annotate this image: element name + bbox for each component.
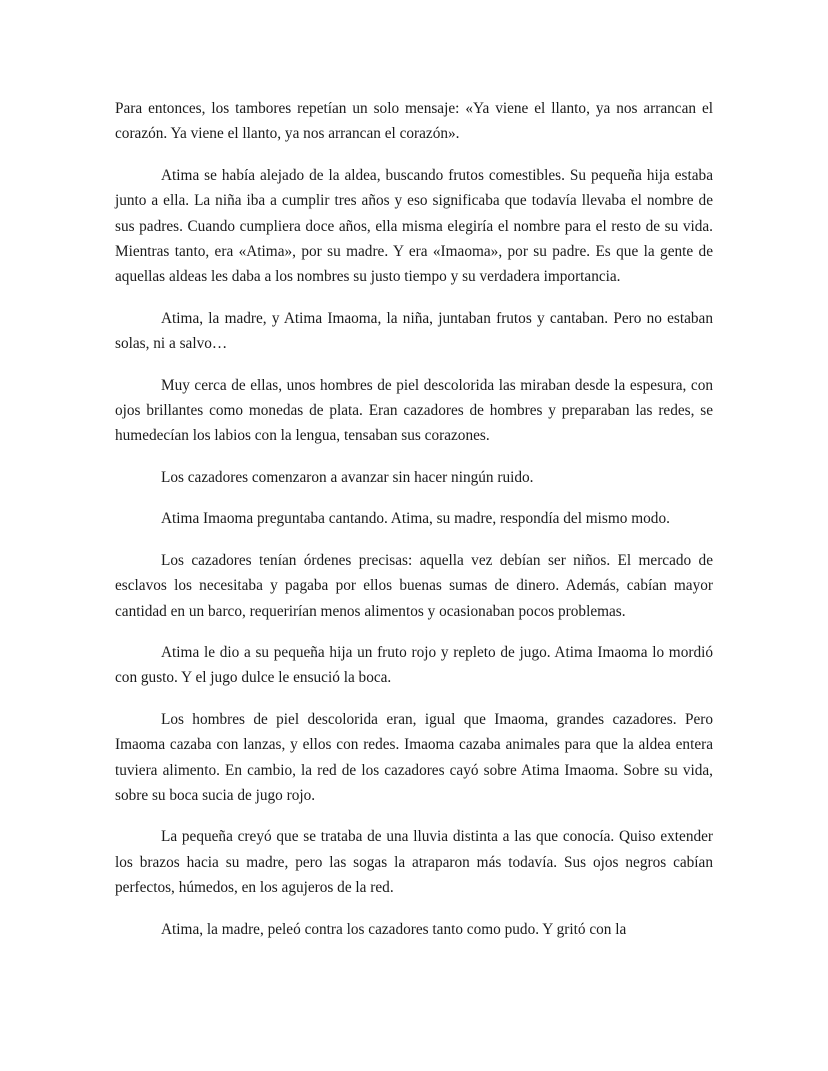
paragraph: Atima, la madre, peleó contra los cazadores tanto como pudo. Y gritó con la <box>161 920 627 938</box>
text-column <box>115 96 713 942</box>
paragraph: Atima Imaoma preguntaba cantando. Atima, su madre, respondía del mismo modo. <box>161 510 670 528</box>
paragraph: Los cazadores comenzaron a avanzar sin hacer ningún ruido. <box>161 468 534 486</box>
paragraph: Los hombres de piel descolorida eran, igual que Imaoma, grandes cazadores. Pero Imaoma cazaba con lanzas, y ellos con redes. Imaoma cazaba animales para que la aldea entera tuviera alimento. En cambio, la red de los cazadores cayó sobre Atima Imaoma. Sobre su vida, sobre su boca sucia de jugo rojo. <box>115 710 713 804</box>
paragraph: Los cazadores tenían órdenes precisas: aquella vez debían ser niños. El mercado de esclavos los necesitaba y pagaba por ellos buenas sumas de dinero. Además, cabían mayor cantidad en un barco, requerirían menos alimentos y ocasionaban pocos problemas. <box>115 551 713 620</box>
paragraph: Atima le dio a su pequeña hija un fruto rojo y repleto de jugo. Atima Imaoma lo mordió con gusto. Y el jugo dulce le ensució la boca. <box>115 643 713 687</box>
paragraph: Para entonces, los tambores repetían un solo mensaje: «Ya viene el llanto, ya nos arrancan el corazón. Ya viene el llanto, ya nos arrancan el corazón». <box>115 100 713 143</box>
paragraph: Atima se había alejado de la aldea, buscando frutos comestibles. Su pequeña hija estaba junto a ella. La niña iba a cumplir tres años y eso significaba que todavía llevaba el nombre de sus padres. Cuando cumpliera doce años, ella misma elegiría el nombre para el resto de su vida. Mientras tanto, era «Atima», por su madre. Y era «Imaoma», por su padre. Es que la gente de aquellas aldeas les daba a los nombres su justo tiempo y su verdadera importancia. <box>115 166 713 286</box>
paragraph: Atima, la madre, y Atima Imaoma, la niña, juntaban frutos y cantaban. Pero no estaban solas, ni a salvo… <box>115 309 713 353</box>
paragraph: Muy cerca de ellas, unos hombres de piel descolorida las miraban desde la espesura, con ojos brillantes como monedas de plata. Eran cazadores de hombres y preparaban las redes, se humedecían los labios con la lengua, tensaban sus corazones. <box>115 376 713 445</box>
paragraph: La pequeña creyó que se trataba de una lluvia distinta a las que conocía. Quiso extender los brazos hacia su madre, pero las sogas la atraparon más todavía. Sus ojos negros cabían perfectos, húmedos, en los agujeros de la red. <box>115 828 713 897</box>
